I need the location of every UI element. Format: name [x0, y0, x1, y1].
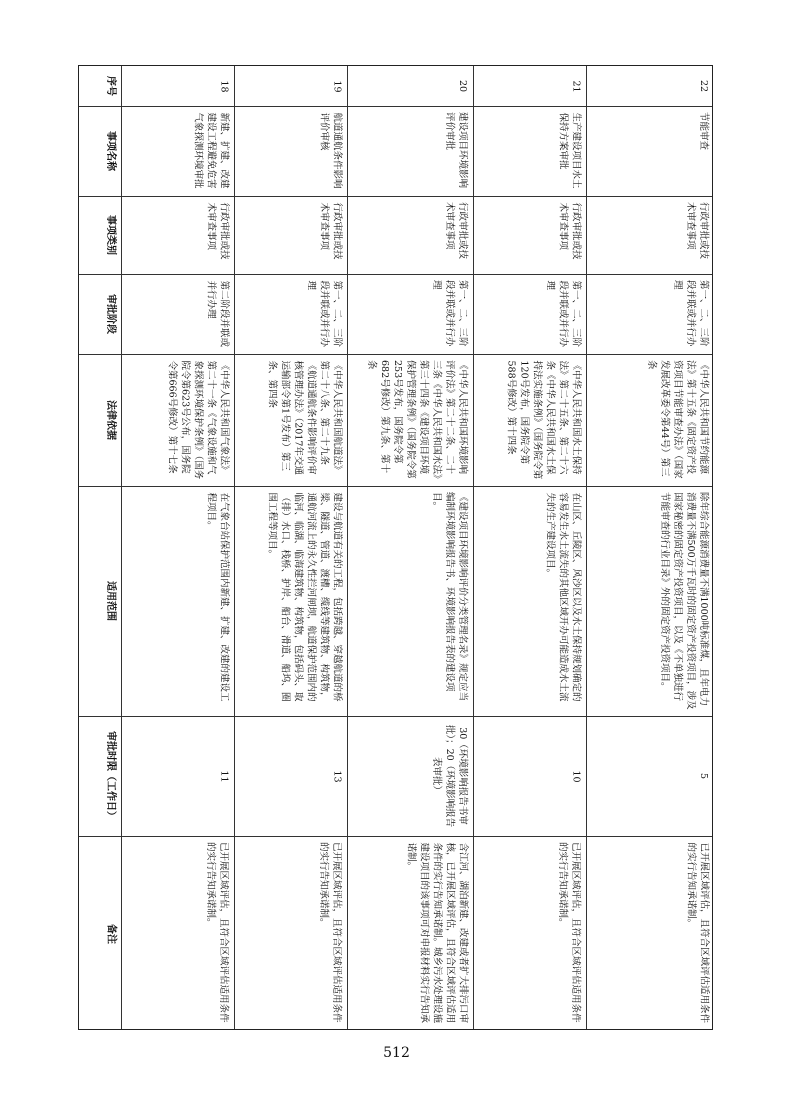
- cell-remarks: 已开展区域评估，且符合区域评估适用条件的实行告知承诺制。: [318, 842, 342, 1023]
- cell-serial-number: 20: [457, 79, 468, 93]
- cell-approval-stage: 第一、二、三阶段并联或并行办理: [544, 280, 581, 347]
- column-divider: [79, 354, 712, 355]
- column-divider: [79, 836, 712, 837]
- cell-item-category: 行政审批或技术审查事项: [557, 202, 581, 260]
- cell-approval-stage: 第二阶段并联或并行办理: [205, 280, 229, 347]
- cell-serial-number: 19: [331, 79, 342, 93]
- row-divider: [347, 66, 348, 1029]
- cell-approval-stage: 第一、二、三阶段并联或并行办理: [431, 280, 468, 347]
- approval-items-table: [78, 65, 713, 1030]
- header-applicable-scope: 适用范围: [105, 581, 116, 621]
- cell-item-name: 航道通航条件影响评价审核: [318, 112, 342, 189]
- cell-remarks: 已开展区域评估，且符合区域评估适用条件的实行告知承诺制。: [685, 842, 709, 1023]
- cell-remarks: 含江河、湖泊新建、改建或者扩大排污口审核，已开展区域评估，且符合区域评估适用条件的实行告知承诺制。城乡污水处理设施建设项目的该事项可对申报材料实行告知承诺制。: [405, 842, 468, 1023]
- cell-serial-number: 18: [218, 79, 229, 93]
- row-divider: [586, 66, 587, 1029]
- cell-applicable-scope: 除年综合能源消费量不满1000吨标准煤，且年电力消费量不满500万千瓦时的固定资产投资项目，涉及国家秘密的固定资产投资项目，以及《不单独进行节能审查的行业目录》外的固定资产投资项目。: [659, 492, 709, 710]
- page-number: 512: [383, 1045, 410, 1061]
- column-divider: [79, 196, 712, 197]
- header-approval-time-limit: 审批时限（工作日）: [105, 731, 116, 821]
- cell-approval-time-limit: 11: [218, 769, 229, 783]
- row-divider: [234, 66, 235, 1029]
- row-divider: [473, 66, 474, 1029]
- cell-item-name: 建设项目环境影响评价审批: [444, 112, 468, 189]
- cell-approval-stage: 第一、二、三阶段并联或并行办理: [305, 280, 342, 347]
- cell-item-category: 行政审批或技术审查事项: [205, 202, 229, 260]
- cell-item-name: 生产建设项目水土保持方案审批: [557, 112, 581, 189]
- row-divider: [121, 66, 122, 1029]
- header-remarks: 备注: [105, 923, 116, 944]
- cell-item-name: 节能审查: [698, 112, 709, 151]
- cell-approval-time-limit: 10: [570, 769, 581, 783]
- column-divider: [79, 106, 712, 107]
- cell-serial-number: 22: [698, 79, 709, 93]
- header-item-name: 事项名称: [105, 131, 116, 171]
- cell-legal-basis: 《中华人民共和国水土保持法》第二十五条、第二十六条《中华人民共和国水土保持法实施条例》（国务院令第120号发布，国务院令第588号修改）第十四条: [505, 360, 581, 479]
- header-legal-basis: 法律依据: [105, 400, 116, 440]
- cell-applicable-scope: 《建设项目环境影响评价分类管理名录》规定应当编制环境影响报告书、环境影响报告表的建设项目。: [431, 492, 468, 702]
- header-item-category: 事项类别: [105, 215, 116, 255]
- header-approval-stage: 审批阶段: [105, 294, 116, 334]
- column-divider: [79, 716, 712, 717]
- cell-serial-number: 21: [570, 79, 581, 93]
- header-serial-number: 序号: [105, 76, 116, 96]
- cell-legal-basis: 《中华人民共和国航道法》第二十八条、第二十九条《航道通航条件影响评价审核管理办法》（2017年交通运输部令第1号发布）第三条、第四条: [266, 360, 342, 475]
- cell-approval-time-limit: 5: [698, 772, 709, 780]
- cell-item-name: 新建、扩建、改建建设工程避免危害气象探测环境审批: [192, 112, 229, 189]
- cell-applicable-scope: 在气象台站保护范围内新建、扩建、改建的建设工程项目。: [205, 492, 229, 702]
- cell-legal-basis: 《中华人民共和国气象法》第二十一条《气象设施和气象探测环境保护条例》（国务院令第623号公布，国务院令第666号修改）第十七条: [166, 360, 229, 479]
- cell-approval-stage: 第一、二、三阶段并联或并行办理: [672, 280, 709, 347]
- cell-legal-basis: 《中华人民共和国环境影响评价法》第二十二条、二十三条《中华人民共和国水法》第三十四条《建设项目环境保护管理条例》（国务院令第253号发布，国务院令第682号修改）第九条、第十条: [366, 360, 468, 479]
- cell-remarks: 已开展区域评估，且符合区域评估适用条件的实行告知承诺制。: [205, 842, 229, 1023]
- cell-approval-time-limit: 13: [331, 769, 342, 783]
- cell-item-category: 行政审批或技术审查事项: [444, 202, 468, 260]
- cell-applicable-scope: 建设与航道有关的工程，包括跨越、穿越航道的桥梁、隧道、管道、渡槽、缆线等建筑物、构筑物，通航河流上的永久性拦河闸坝，航道保护范围内的临河、临湖、临海建筑物、构筑物，包括码头、取（排）水口、栈桥、护岸、船台、滑道、船坞、圈围工程等项目。: [266, 492, 342, 702]
- cell-remarks: 已开展区域评估，且符合区域评估适用条件的实行告知承诺制。: [557, 842, 581, 1023]
- column-divider: [79, 486, 712, 487]
- cell-item-category: 行政审批或技术审查事项: [685, 202, 709, 260]
- cell-approval-time-limit: 30（环境影响报告书审批）；20（环境影响报告表审批）: [431, 724, 468, 828]
- cell-legal-basis: 《中华人民共和国节约能源法》第十五条《固定资产投资项目节能审查办法》（国家发展改革委令第44号）第三条: [646, 360, 709, 479]
- column-divider: [79, 274, 712, 275]
- cell-item-category: 行政审批或技术审查事项: [318, 202, 342, 260]
- cell-applicable-scope: 在山区、丘陵区、风沙区以及水土保持规划确定的容易发生水土流失的其他区域开办可能造成水土流失的生产建设项目。: [544, 492, 581, 702]
